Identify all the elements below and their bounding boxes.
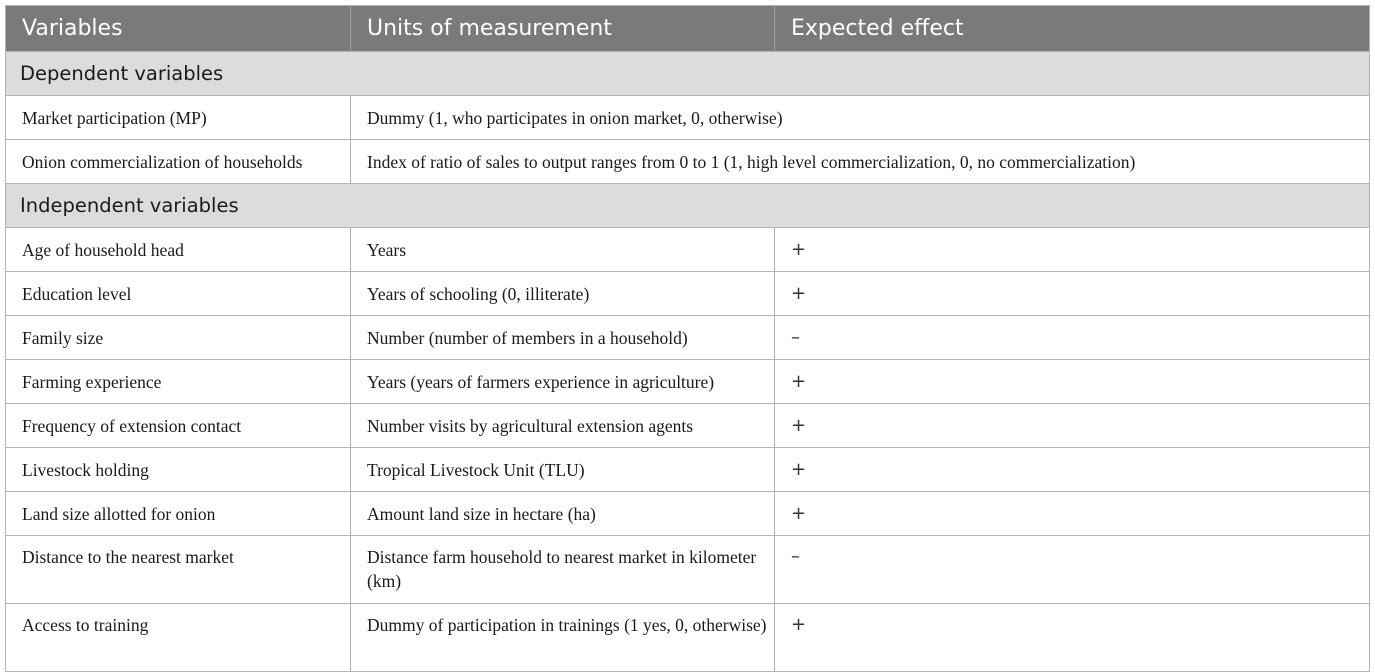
units-cell: Years (351, 228, 775, 272)
units-cell: Tropical Livestock Unit (TLU) (351, 448, 775, 492)
units-cell: Dummy (1, who participates in onion market, 0, otherwise) (351, 96, 1370, 140)
table-row (6, 536, 1370, 604)
effect-cell: + (775, 604, 1370, 672)
units-cell: Number (number of members in a household) (351, 316, 775, 360)
units-cell: Amount land size in hectare (ha) (351, 492, 775, 536)
effect-cell: – (775, 536, 1370, 604)
variable-cell: Frequency of extension contact (6, 404, 351, 448)
effect-cell: + (775, 404, 1370, 448)
units-cell: Years (years of farmers experience in agriculture) (351, 360, 775, 404)
units-cell: Number visits by agricultural extension agents (351, 404, 775, 448)
header-row (6, 6, 1370, 52)
units-cell: Years of schooling (0, illiterate) (351, 272, 775, 316)
table-row (6, 96, 1370, 140)
table-row (6, 272, 1370, 316)
variable-cell: Land size allotted for onion (6, 492, 351, 536)
section-row-dependent (6, 52, 1370, 96)
table-row (6, 448, 1370, 492)
units-cell: Dummy of participation in trainings (1 yes, 0, otherwise) (351, 604, 775, 672)
header-variables: Variables (6, 6, 351, 52)
effect-cell: + (775, 228, 1370, 272)
effect-cell: + (775, 360, 1370, 404)
section-row-independent (6, 184, 1370, 228)
table-row (6, 404, 1370, 448)
table-row (6, 492, 1370, 536)
effect-cell: + (775, 272, 1370, 316)
table-row (6, 360, 1370, 404)
table-row (6, 316, 1370, 360)
effect-cell: + (775, 492, 1370, 536)
variable-cell: Farming experience (6, 360, 351, 404)
section-title-dependent: Dependent variables (6, 52, 1370, 96)
variable-cell: Livestock holding (6, 448, 351, 492)
variable-cell: Age of household head (6, 228, 351, 272)
effect-cell: + (775, 448, 1370, 492)
effect-cell: – (775, 316, 1370, 360)
units-cell: Distance farm household to nearest market in kilometer (km) (351, 536, 775, 604)
section-title-independent: Independent variables (6, 184, 1370, 228)
header-units: Units of measurement (351, 6, 775, 52)
variable-cell: Access to training (6, 604, 351, 672)
table-row (6, 140, 1370, 184)
table-row (6, 228, 1370, 272)
variable-cell: Onion commercialization of households (6, 140, 351, 184)
variable-cell: Education level (6, 272, 351, 316)
variables-table (5, 5, 1370, 672)
variable-cell: Distance to the nearest market (6, 536, 351, 604)
header-expected-effect: Expected effect (775, 6, 1370, 52)
variable-cell: Market participation (MP) (6, 96, 351, 140)
variable-cell: Family size (6, 316, 351, 360)
table-row (6, 604, 1370, 672)
units-cell: Index of ratio of sales to output ranges from 0 to 1 (1, high level commercialization, 0, no commercialization) (351, 140, 1370, 184)
